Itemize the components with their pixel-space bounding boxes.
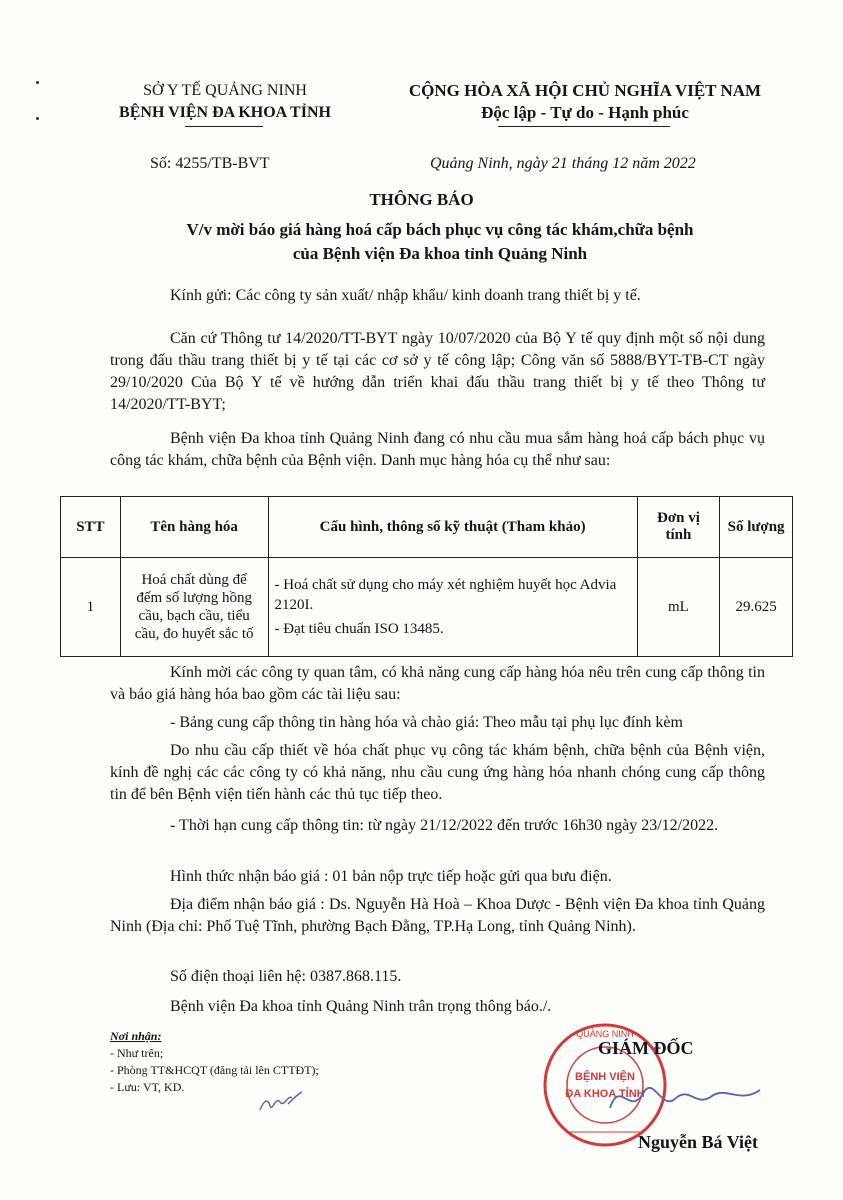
cell-name: Hoá chất dùng để đếm số lượng hồng cầu, bạch cầu, tiểu cầu, đo huyết sắc tố xyxy=(120,558,268,657)
docs-paragraph xyxy=(110,712,765,734)
subject-line-2: của Bệnh viện Đa khoa tỉnh Quảng Ninh xyxy=(292,244,588,263)
subject-line-1: V/v mời báo giá hàng hoá cấp bách phục vụ công tác khám,chữa bệnh xyxy=(186,220,694,239)
scan-mark xyxy=(36,117,39,120)
need-text: Bệnh viện Đa khoa tỉnh Quảng Ninh đang có nhu cầu mua sắm hàng hoá cấp bách phục vụ công tác khám, chữa bệnh của Bệnh viện. Danh mục hàng hóa cụ thể như sau: xyxy=(110,430,765,469)
deadline-text: - Thời hạn cung cấp thông tin: từ ngày 21/12/2022 đến trước 16h30 ngày 23/12/2022. xyxy=(170,817,719,834)
addressee-paragraph xyxy=(110,285,765,307)
recipient-item: - Phòng TT&HCQT (đăng tải lên CTTĐT); xyxy=(110,1063,319,1077)
cell-unit: mL xyxy=(637,558,719,657)
col-name: Tên hàng hóa xyxy=(120,497,268,558)
col-stt: STT xyxy=(61,497,121,558)
recipients-block xyxy=(110,1028,440,1096)
svg-text:QUẢNG NINH: QUẢNG NINH xyxy=(576,1029,634,1039)
document-date: Quảng Ninh, ngày 21 tháng 12 năm 2022 xyxy=(430,155,696,172)
invite-paragraph xyxy=(110,662,765,706)
handwritten-signature xyxy=(600,1068,770,1128)
signer-name: Nguyễn Bá Việt xyxy=(638,1132,759,1152)
svg-text:BỆNH VIỆN: BỆNH VIỆN xyxy=(575,1071,635,1083)
urgent-text: Do nhu cầu cấp thiết về hóa chất phục vụ công tác khám bệnh, chữa bệnh của Bệnh viện, kính đề nghị các các công ty có khả năng, nhu cầu cung ứng hàng hóa nhanh chóng cung cấp thông tin để bên Bệnh viện tiến hành các thủ tục tiếp theo. xyxy=(110,742,765,803)
cell-qty: 29.625 xyxy=(720,558,793,657)
cell-spec xyxy=(268,558,637,657)
need-paragraph xyxy=(110,428,765,472)
addressee: Kính gửi: Các công ty sản xuất/ nhập khẩu/ kinh doanh trang thiết bị y tế. xyxy=(170,287,641,304)
recipient-item: - Như trên; xyxy=(110,1046,164,1060)
table-row xyxy=(61,558,793,657)
deadline-paragraph xyxy=(110,815,765,837)
basis-text: Căn cứ Thông tư 14/2020/TT-BYT ngày 10/07/2020 của Bộ Y tế quy định một số nội dung trong đấu thầu trang thiết bị y tế tại các cơ sở y tế công lập; Công văn số 5888/BYT-TB-CT ngày 29/10/2020 Của Bộ Y tế về hướng dẫn triển khai đấu thầu trang thiết bị y tế theo Thông tư 14/2020/TT-BYT; xyxy=(110,330,765,413)
document-title: THÔNG BÁO xyxy=(369,190,474,209)
recipients-label: Nơi nhận: xyxy=(110,1029,162,1043)
closing-text: Bệnh viện Đa khoa tỉnh Quảng Ninh trân trọng thông báo./. xyxy=(170,998,552,1015)
goods-table xyxy=(60,496,793,657)
nation-block xyxy=(375,80,795,124)
col-qty: Số lượng xyxy=(720,497,793,558)
motto-underline xyxy=(498,126,670,127)
location-paragraph xyxy=(110,894,765,938)
method-text: Hình thức nhận báo giá : 01 bản nộp trực tiếp hoặc gửi qua bưu điện. xyxy=(170,868,612,885)
director-title: GIÁM ĐỐC xyxy=(598,1038,694,1058)
urgent-paragraph xyxy=(110,740,765,806)
issuer-underline xyxy=(185,126,263,127)
issuer-block xyxy=(90,80,360,124)
cell-stt: 1 xyxy=(61,558,121,657)
docs-text: - Bảng cung cấp thông tin hàng hóa và chào giá: Theo mẫu tại phụ lục đính kèm xyxy=(170,714,683,731)
document-subject xyxy=(100,218,780,266)
svg-text:ĐA KHOA TỈNH: ĐA KHOA TỈNH xyxy=(565,1088,645,1100)
nation-name: CỘNG HÒA XÃ HỘI CHỦ NGHĨA VIỆT NAM xyxy=(408,81,762,100)
basis-paragraph xyxy=(110,328,765,416)
spec-line-1: - Hoá chất sử dụng cho máy xét nghiệm huyết học Advia 2120I. xyxy=(274,577,617,613)
invite-text: Kính mời các công ty quan tâm, có khả năng cung cấp hàng hóa nêu trên cung cấp thông tin và báo giá hàng hóa bao gồm các tài liệu sau: xyxy=(110,664,765,703)
ministry-name: SỞ Y TẾ QUẢNG NINH xyxy=(143,82,307,99)
col-unit: Đơn vị tính xyxy=(637,497,719,558)
location-text: Địa điểm nhận báo giá : Ds. Nguyễn Hà Hoà – Khoa Dược - Bệnh viện Đa khoa tỉnh Quảng Ninh (Địa chỉ: Phố Tuệ Tĩnh, phường Bạch Đằng, TP.Hạ Long, tỉnh Quảng Ninh). xyxy=(110,896,765,935)
document-number: Số: 4255/TB-BVT xyxy=(150,155,270,172)
motto: Độc lập - Tự do - Hạnh phúc xyxy=(481,103,689,122)
col-spec: Cấu hình, thông số kỹ thuật (Tham khảo) xyxy=(268,497,637,558)
phone-text: Số điện thoại liên hệ: 0387.868.115. xyxy=(170,968,402,985)
recipient-item: - Lưu: VT, KD. xyxy=(110,1080,185,1094)
initials-mark xyxy=(258,1088,304,1116)
spec-line-2: - Đạt tiêu chuẩn ISO 13485. xyxy=(274,621,444,637)
closing-paragraph xyxy=(110,996,765,1018)
phone-paragraph xyxy=(110,966,765,988)
scan-mark xyxy=(36,81,39,84)
method-paragraph xyxy=(110,866,765,888)
table-header-row xyxy=(61,497,793,558)
hospital-name: BỆNH VIỆN ĐA KHOA TỈNH xyxy=(119,104,331,121)
